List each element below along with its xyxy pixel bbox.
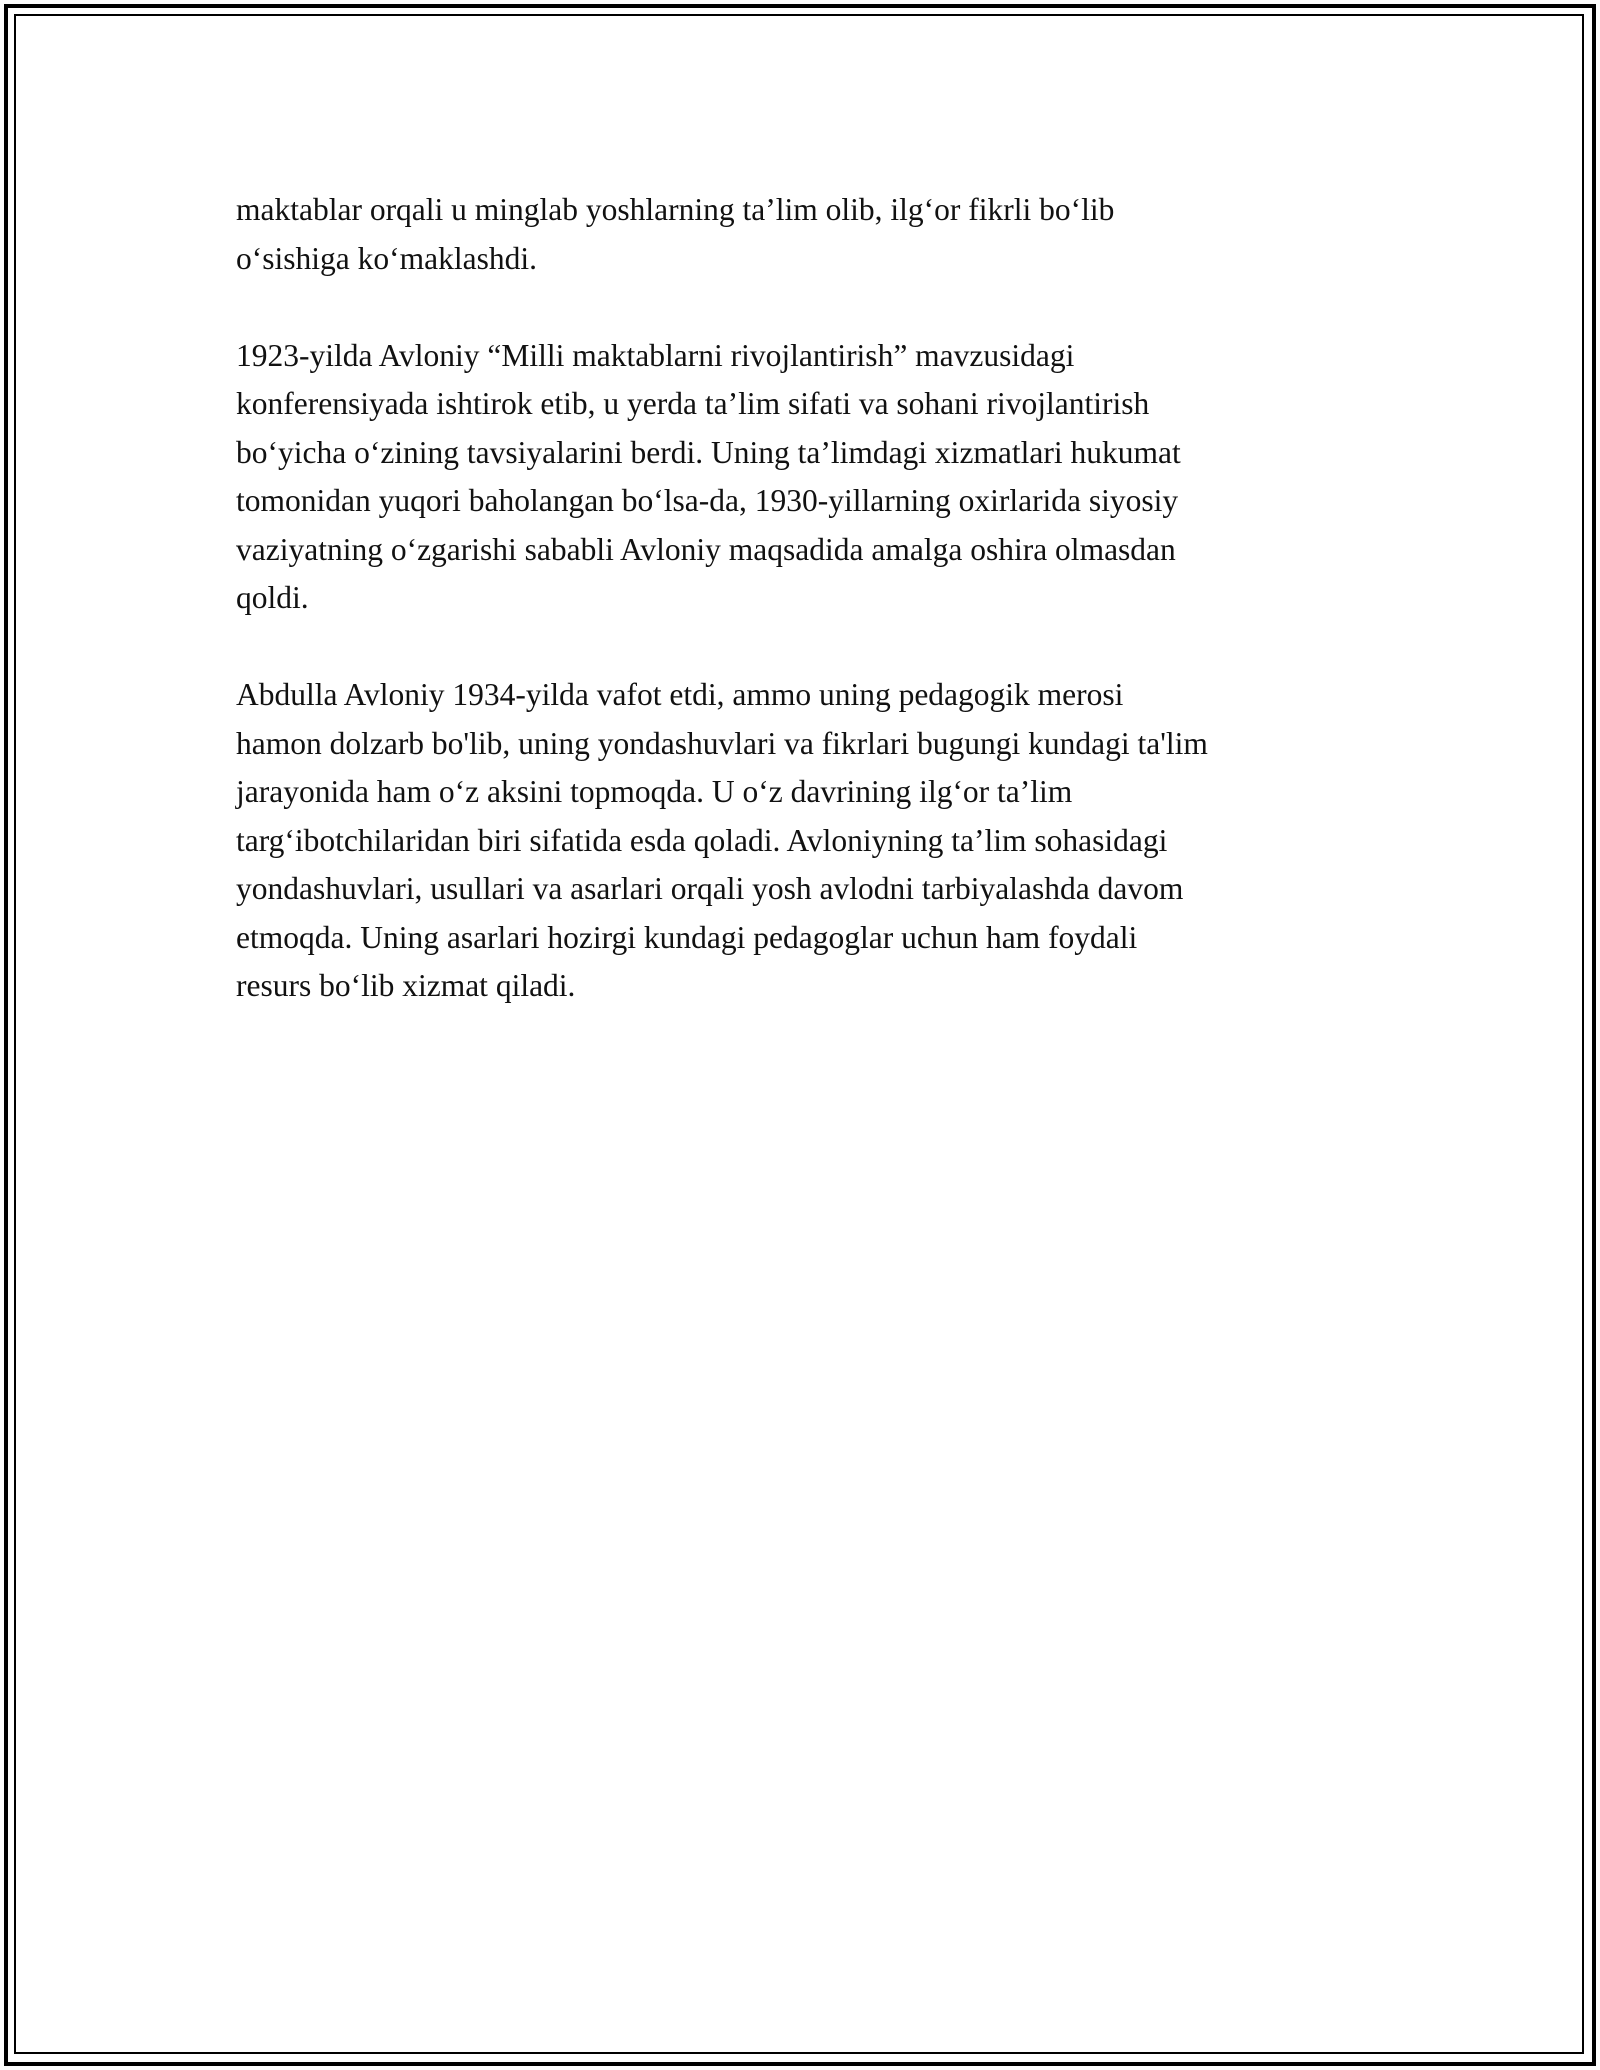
text-line: maktablar orqali u minglab yoshlarning ta’lim olib, ilg‘or fikrli bo‘lib <box>236 192 1115 227</box>
text-line: targ‘ibotchilaridan biri sifatida esda qoladi. Avloniyning ta’lim sohasidagi <box>236 822 1168 858</box>
paragraph-3 <box>236 671 1376 1011</box>
text-line: Abdulla Avloniy 1934-yilda vafot etdi, ammo uning pedagogik merosi <box>236 677 1124 712</box>
text-line: bo‘yicha o‘zining tavsiyalarini berdi. Uning ta’limdagi xizmatlari hukumat <box>236 434 1181 470</box>
text-line: o‘sishiga ko‘maklashdi. <box>236 240 537 276</box>
text-line: yondashuvlari, usullari va asarlari orqali yosh avlodni tarbiyalashda davom <box>236 871 1184 906</box>
paragraph-1 <box>236 186 1376 283</box>
document-body <box>236 186 1376 1059</box>
text-line: konferensiyada ishtirok etib, u yerda ta’lim sifati va sohani rivojlantirish <box>236 386 1150 421</box>
text-line: 1923-yilda Avloniy “Milli maktablarni rivojlantirish” mavzusidagi <box>236 337 1075 373</box>
text-line: tomonidan yuqori baholangan bo‘lsa-da, 1930-yillarning oxirlarida siyosiy <box>236 483 1179 518</box>
text-line: jarayonida ham o‘z aksini topmoqda. U o‘z davrining ilg‘or ta’lim <box>236 774 1073 809</box>
text-line: vaziyatning o‘zgarishi sababli Avloniy maqsadida amalga oshira olmasdan <box>236 531 1176 567</box>
text-line: etmoqda. Uning asarlari hozirgi kundagi pedagoglar uchun ham foydali <box>236 919 1138 955</box>
text-line: resurs bo‘lib xizmat qiladi. <box>236 968 576 1003</box>
paragraph-2 <box>236 332 1376 623</box>
text-line: hamon dolzarb bo'lib, uning yondashuvlari va fikrlari bugungi kundagi ta'lim <box>236 725 1208 761</box>
text-line: qoldi. <box>236 580 309 615</box>
